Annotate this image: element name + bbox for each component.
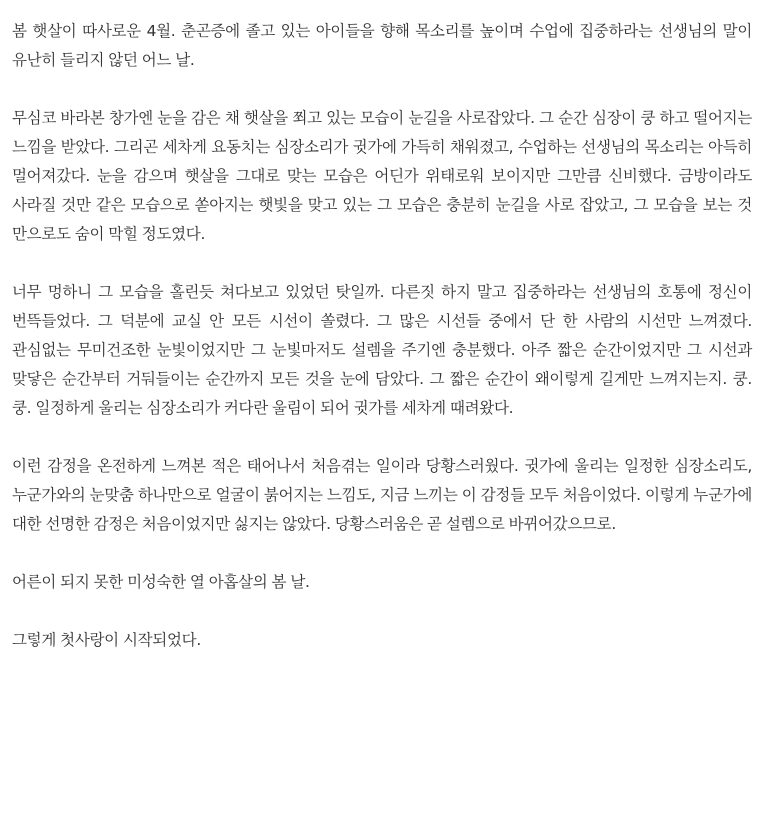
- paragraph-4: 이런 감정을 온전하게 느껴본 적은 태어나서 처음겪는 일이라 당황스러웠다. 귓가에 울리는 일정한 심장소리도, 누군가와의 눈맞춤 하나만으로 얼굴이 붉어지는 느낌도, 지금 느끼는 이 감정들 모두 처음이었다. 이렇게 누군가에 대한 선명한 감정은 처음이었지만 싫지는 않았다. 당황스러움은 곧 설렘으로 바뀌어갔으므로.: [12, 457, 752, 533]
- paragraph-1: 봄 햇살이 따사로운 4월. 춘곤증에 졸고 있는 아이들을 향해 목소리를 높이며 수업에 집중하라는 선생님의 말이 유난히 들리지 않던 어느 날.: [12, 22, 752, 69]
- paragraph-2: 무심코 바라본 창가엔 눈을 감은 채 햇살을 쬐고 있는 모습이 눈길을 사로잡았다. 그 순간 심장이 쿵 하고 떨어지는 느낌을 받았다. 그리곤 세차게 요동치는 심장소리가 귓가에 가득히 채워졌고, 수업하는 선생님의 목소리는 아득히 멀어져갔다. 눈을 감으며 햇살을 그대로 맞는 모습은 어딘가 위태로워 보이지만 그만큼 신비했다. 금방이라도 사라질 것만 같은 모습으로 쏟아지는 햇빛을 맞고 있는 그 모습은 충분히 눈길을 사로 잡았고, 그 모습을 보는 것 만으로도 숨이 막힐 정도였다.: [12, 109, 752, 243]
- paragraph-6: 그렇게 첫사랑이 시작되었다.: [12, 631, 201, 649]
- paragraph-3: 너무 멍하니 그 모습을 홀린듯 쳐다보고 있었던 탓일까. 다른짓 하지 말고 집중하라는 선생님의 호통에 정신이 번뜩들었다. 그 덕분에 교실 안 모든 시선이 쏠렸다. 그 많은 시선들 중에서 단 한 사람의 시선만 느껴졌다. 관심없는 무미건조한 눈빛이었지만 그 눈빛마저도 설렘을 주기엔 충분했다. 아주 짧은 순간이었지만 그 시선과 맞닿은 순간부터 거둬들이는 순간까지 모든 것을 눈에 담았다. 그 짧은 순간이 왜이렇게 길게만 느껴지는지. 쿵. 쿵. 일정하게 울리는 심장소리가 커다란 울림이 되어 귓가를 세차게 때려왔다.: [12, 283, 752, 417]
- paragraph-5: 어른이 되지 못한 미성숙한 열 아홉살의 봄 날.: [12, 573, 310, 591]
